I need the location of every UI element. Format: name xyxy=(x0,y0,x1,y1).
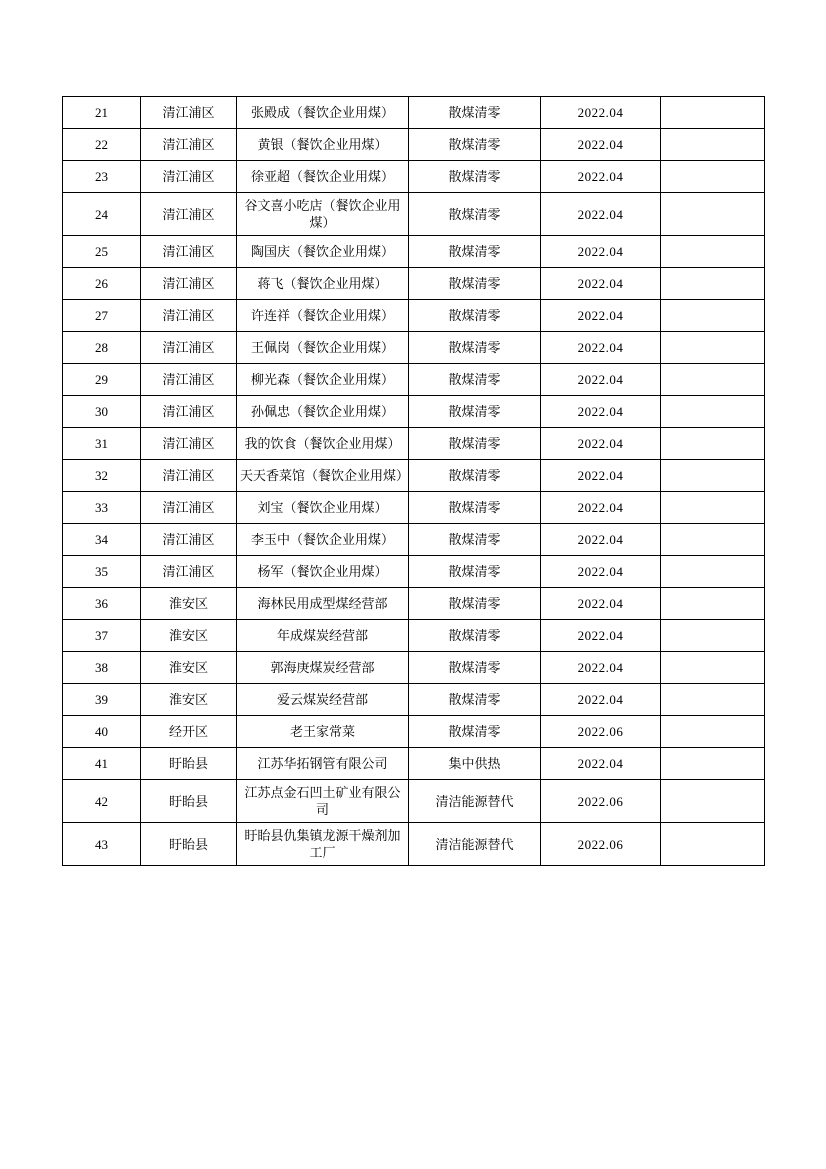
cell-remark xyxy=(661,556,765,588)
cell-district: 淮安区 xyxy=(141,684,237,716)
cell-unit-name: 刘宝（餐饮企业用煤） xyxy=(237,492,409,524)
table-row xyxy=(63,460,765,492)
cell-measure: 清洁能源替代 xyxy=(409,823,541,866)
table-row xyxy=(63,396,765,428)
cell-completion-date: 2022.04 xyxy=(541,428,661,460)
cell-index: 36 xyxy=(63,588,141,620)
table-row xyxy=(63,428,765,460)
cell-completion-date: 2022.04 xyxy=(541,556,661,588)
cell-remark xyxy=(661,492,765,524)
cell-district: 盱眙县 xyxy=(141,823,237,866)
cell-remark xyxy=(661,236,765,268)
cell-index: 27 xyxy=(63,300,141,332)
cell-measure: 散煤清零 xyxy=(409,684,541,716)
table-body xyxy=(63,97,765,866)
cell-district: 盱眙县 xyxy=(141,748,237,780)
cell-remark xyxy=(661,428,765,460)
cell-measure: 散煤清零 xyxy=(409,236,541,268)
cell-remark xyxy=(661,460,765,492)
cell-measure: 散煤清零 xyxy=(409,652,541,684)
cell-district: 清江浦区 xyxy=(141,161,237,193)
cell-district: 清江浦区 xyxy=(141,129,237,161)
cell-index: 29 xyxy=(63,364,141,396)
cell-measure: 散煤清零 xyxy=(409,460,541,492)
cell-district: 淮安区 xyxy=(141,588,237,620)
cell-index: 42 xyxy=(63,780,141,823)
table-row xyxy=(63,268,765,300)
table-row xyxy=(63,129,765,161)
cell-index: 32 xyxy=(63,460,141,492)
cell-remark xyxy=(661,268,765,300)
cell-completion-date: 2022.04 xyxy=(541,332,661,364)
cell-district: 清江浦区 xyxy=(141,396,237,428)
cell-index: 21 xyxy=(63,97,141,129)
cell-completion-date: 2022.04 xyxy=(541,620,661,652)
cell-index: 35 xyxy=(63,556,141,588)
cell-remark xyxy=(661,620,765,652)
cell-remark xyxy=(661,97,765,129)
cell-measure: 散煤清零 xyxy=(409,620,541,652)
cell-district: 清江浦区 xyxy=(141,524,237,556)
cell-unit-name: 孙佩忠（餐饮企业用煤） xyxy=(237,396,409,428)
cell-index: 25 xyxy=(63,236,141,268)
cell-district: 盱眙县 xyxy=(141,780,237,823)
table-row xyxy=(63,748,765,780)
cell-completion-date: 2022.04 xyxy=(541,268,661,300)
cell-unit-name: 张殿成（餐饮企业用煤） xyxy=(237,97,409,129)
cell-completion-date: 2022.04 xyxy=(541,364,661,396)
cell-unit-name: 柳光森（餐饮企业用煤） xyxy=(237,364,409,396)
cell-index: 40 xyxy=(63,716,141,748)
table-row xyxy=(63,780,765,823)
cell-measure: 散煤清零 xyxy=(409,364,541,396)
cell-index: 22 xyxy=(63,129,141,161)
cell-unit-name: 蒋飞（餐饮企业用煤） xyxy=(237,268,409,300)
cell-district: 经开区 xyxy=(141,716,237,748)
cell-remark xyxy=(661,716,765,748)
cell-remark xyxy=(661,332,765,364)
cell-district: 清江浦区 xyxy=(141,332,237,364)
cell-measure: 散煤清零 xyxy=(409,396,541,428)
cell-completion-date: 2022.04 xyxy=(541,524,661,556)
cell-completion-date: 2022.06 xyxy=(541,780,661,823)
cell-index: 30 xyxy=(63,396,141,428)
cell-unit-name: 爱云煤炭经营部 xyxy=(237,684,409,716)
cell-district: 淮安区 xyxy=(141,652,237,684)
cell-measure: 散煤清零 xyxy=(409,300,541,332)
cell-remark xyxy=(661,524,765,556)
cell-remark xyxy=(661,588,765,620)
cell-index: 31 xyxy=(63,428,141,460)
cell-index: 37 xyxy=(63,620,141,652)
table-row xyxy=(63,193,765,236)
cell-completion-date: 2022.04 xyxy=(541,748,661,780)
cell-unit-name: 年成煤炭经营部 xyxy=(237,620,409,652)
cell-remark xyxy=(661,748,765,780)
cell-completion-date: 2022.04 xyxy=(541,161,661,193)
cell-index: 33 xyxy=(63,492,141,524)
cell-measure: 散煤清零 xyxy=(409,268,541,300)
cell-unit-name: 杨军（餐饮企业用煤） xyxy=(237,556,409,588)
remediation-table xyxy=(62,96,765,866)
cell-remark xyxy=(661,396,765,428)
cell-unit-name: 老王家常菜 xyxy=(237,716,409,748)
cell-remark xyxy=(661,161,765,193)
cell-measure: 散煤清零 xyxy=(409,524,541,556)
cell-district: 清江浦区 xyxy=(141,428,237,460)
cell-remark xyxy=(661,823,765,866)
cell-measure: 清洁能源替代 xyxy=(409,780,541,823)
cell-completion-date: 2022.04 xyxy=(541,492,661,524)
cell-unit-name: 天天香菜馆（餐饮企业用煤） xyxy=(237,460,409,492)
cell-unit-name: 李玉中（餐饮企业用煤） xyxy=(237,524,409,556)
cell-index: 26 xyxy=(63,268,141,300)
cell-unit-name: 谷文喜小吃店（餐饮企业用煤） xyxy=(237,193,409,236)
table-row xyxy=(63,556,765,588)
cell-remark xyxy=(661,652,765,684)
cell-district: 清江浦区 xyxy=(141,268,237,300)
cell-district: 清江浦区 xyxy=(141,193,237,236)
cell-completion-date: 2022.04 xyxy=(541,588,661,620)
table-row xyxy=(63,492,765,524)
cell-district: 清江浦区 xyxy=(141,97,237,129)
cell-index: 38 xyxy=(63,652,141,684)
cell-index: 41 xyxy=(63,748,141,780)
cell-unit-name: 江苏华拓钢管有限公司 xyxy=(237,748,409,780)
cell-district: 清江浦区 xyxy=(141,460,237,492)
cell-completion-date: 2022.04 xyxy=(541,236,661,268)
table-row xyxy=(63,684,765,716)
cell-district: 清江浦区 xyxy=(141,556,237,588)
cell-completion-date: 2022.04 xyxy=(541,97,661,129)
cell-unit-name: 陶国庆（餐饮企业用煤） xyxy=(237,236,409,268)
table-row xyxy=(63,588,765,620)
cell-remark xyxy=(661,193,765,236)
cell-measure: 散煤清零 xyxy=(409,97,541,129)
cell-measure: 散煤清零 xyxy=(409,716,541,748)
cell-district: 清江浦区 xyxy=(141,236,237,268)
cell-remark xyxy=(661,684,765,716)
cell-index: 43 xyxy=(63,823,141,866)
cell-measure: 散煤清零 xyxy=(409,428,541,460)
cell-unit-name: 许连祥（餐饮企业用煤） xyxy=(237,300,409,332)
cell-index: 28 xyxy=(63,332,141,364)
cell-index: 23 xyxy=(63,161,141,193)
table-row xyxy=(63,300,765,332)
cell-measure: 集中供热 xyxy=(409,748,541,780)
table-row xyxy=(63,716,765,748)
cell-unit-name: 王佩岗（餐饮企业用煤） xyxy=(237,332,409,364)
cell-district: 清江浦区 xyxy=(141,492,237,524)
cell-completion-date: 2022.04 xyxy=(541,129,661,161)
cell-measure: 散煤清零 xyxy=(409,129,541,161)
table-row xyxy=(63,332,765,364)
cell-district: 清江浦区 xyxy=(141,364,237,396)
cell-measure: 散煤清零 xyxy=(409,588,541,620)
cell-remark xyxy=(661,300,765,332)
cell-unit-name: 郭海庚煤炭经营部 xyxy=(237,652,409,684)
cell-completion-date: 2022.04 xyxy=(541,460,661,492)
cell-remark xyxy=(661,780,765,823)
table-row xyxy=(63,236,765,268)
cell-completion-date: 2022.04 xyxy=(541,300,661,332)
cell-remark xyxy=(661,129,765,161)
cell-district: 淮安区 xyxy=(141,620,237,652)
cell-index: 39 xyxy=(63,684,141,716)
cell-index: 34 xyxy=(63,524,141,556)
table-row xyxy=(63,97,765,129)
table-row xyxy=(63,823,765,866)
cell-measure: 散煤清零 xyxy=(409,161,541,193)
cell-unit-name: 江苏点金石凹土矿业有限公司 xyxy=(237,780,409,823)
table-row xyxy=(63,524,765,556)
cell-unit-name: 海林民用成型煤经营部 xyxy=(237,588,409,620)
cell-unit-name: 我的饮食（餐饮企业用煤） xyxy=(237,428,409,460)
cell-measure: 散煤清零 xyxy=(409,332,541,364)
cell-completion-date: 2022.04 xyxy=(541,396,661,428)
table-row xyxy=(63,161,765,193)
cell-index: 24 xyxy=(63,193,141,236)
cell-unit-name: 徐亚超（餐饮企业用煤） xyxy=(237,161,409,193)
cell-measure: 散煤清零 xyxy=(409,492,541,524)
cell-completion-date: 2022.04 xyxy=(541,652,661,684)
cell-unit-name: 盱眙县仇集镇龙源干燥剂加工厂 xyxy=(237,823,409,866)
table-row xyxy=(63,620,765,652)
cell-unit-name: 黄银（餐饮企业用煤） xyxy=(237,129,409,161)
cell-measure: 散煤清零 xyxy=(409,193,541,236)
table-row xyxy=(63,364,765,396)
cell-district: 清江浦区 xyxy=(141,300,237,332)
cell-completion-date: 2022.06 xyxy=(541,716,661,748)
cell-completion-date: 2022.04 xyxy=(541,684,661,716)
table-row xyxy=(63,652,765,684)
cell-completion-date: 2022.06 xyxy=(541,823,661,866)
cell-completion-date: 2022.04 xyxy=(541,193,661,236)
cell-measure: 散煤清零 xyxy=(409,556,541,588)
cell-remark xyxy=(661,364,765,396)
